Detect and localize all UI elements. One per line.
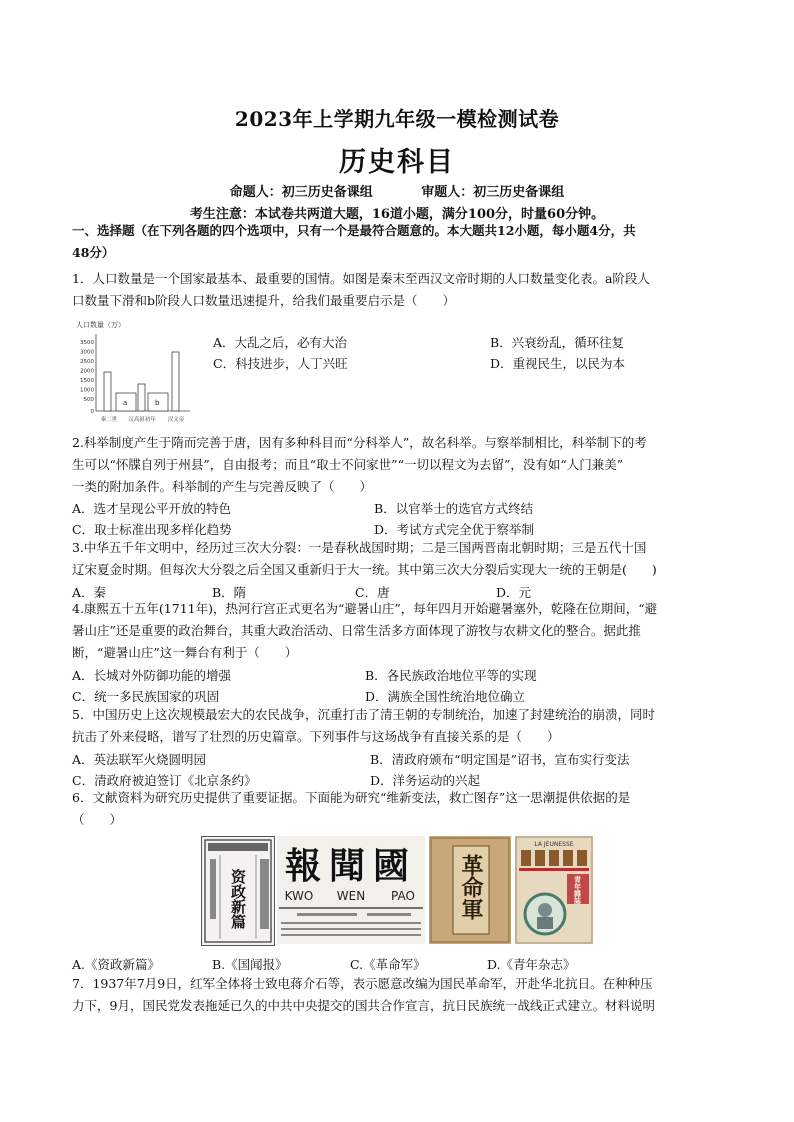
q4-option-a: A．长城对外防御功能的增强 [72, 668, 232, 683]
ytick: 3500 [80, 340, 94, 346]
question-2-stem: 2.科举制度产生于隋而完善于唐，因有多种科目而“分科举人”，故名科举。与察举制相比，科举制下的考 生可以“怀牒自列于州县”，自由报考；而且“取士不问家世”“一切以程文为去留”，没有如“人门兼美” 一类的附加条件。科举制的产生与完善反映了（ ） [72, 435, 647, 494]
q1-option-c: C．科技进步，人丁兴旺 [213, 356, 348, 371]
q5-option-b: B．清政府颁布“明定国是”诏书，宣布实行变法 [370, 752, 630, 767]
question-3-stem: 3.中华五千年文明中，经历过三次大分裂：一是春秋战国时期；二是三国两晋南北朝时期；三是五代十国 辽宋夏金时期。但每次大分裂之后全国又重新归于大一统。其中第三次大分裂后实现大一统的王朝是( ) [72, 540, 657, 577]
q1-option-d: D．重视民生，以民为本 [490, 356, 626, 371]
image-geming-jun [429, 836, 511, 944]
q3-option-b: B．隋 [212, 585, 247, 600]
bar [138, 384, 145, 411]
q4-option-c: C．统一多民族国家的巩固 [72, 689, 220, 704]
image-guowen-bao [277, 836, 425, 944]
q3-option-a: A．秦 [72, 585, 107, 600]
section1-heading: 一、选择题（在下列各题的四个选项中，只有一个是最符合题意的。本大题共12小题，每小题4分，共 48分） [72, 223, 636, 260]
q1-population-chart [72, 318, 212, 436]
q5-option-a: A．英法联军火烧圆明园 [72, 752, 207, 767]
q6-option-c: C.《革命军》 [350, 957, 426, 972]
guowen-title: 報聞國 [284, 845, 418, 887]
ytick: 500 [83, 397, 94, 403]
jeunesse-header: LA JEUNESSE [534, 841, 574, 848]
exam-subject: 历史科目 [339, 147, 455, 178]
ytick: 3000 [80, 349, 94, 356]
zizheng-title: 资政新篇 [229, 869, 247, 929]
q4-option-b: B．各民族政治地位平等的实现 [365, 668, 537, 683]
ytick: 2000 [80, 368, 94, 375]
question-1-stem: 1．人口数量是一个国家最基本、最重要的国情。如图是秦末至西汉文帝时期的人口数量变化表。a阶段人 口数量下滑和b阶段人口数量迅速提升，给我们最重要启示是（ ） [72, 271, 650, 308]
question-6-stem: 6．文献资料为研究历史提供了重要证据。下面能为研究“维新变法，救亡图存”这一思潮提供依据的是 （ ） [72, 790, 631, 827]
q1-option-a: A．大乱之后，必有大治 [213, 335, 348, 350]
question-7-stem: 7．1937年7月9日，红军全体将士致电蒋介石等，表示愿意改编为国民革命军，开赴华北抗日。在种种压 力下，9月，国民党发表拖延已久的中共中央提交的国共合作宣言，抗日民族统一战线正式建立。材料说明 [72, 976, 655, 1013]
ytick: 0 [90, 409, 94, 415]
question-4-stem: 4.康熙五十五年(1711年)，热河行宫正式更名为“避暑山庄”，每年四月开始避暑塞外，乾隆在位期间，“避 暑山庄”还是重要的政治舞台，其重大政治活动、日常生活多方面体现了游牧与农耕文化的整合。据此推 断，“避暑山庄”这一舞台有利于（ ） [72, 601, 658, 660]
chart-yticks [80, 340, 95, 415]
q2-option-d: D．考试方式完全优于察举制 [374, 522, 535, 537]
bar-label-b: b [155, 399, 160, 407]
ytick: 2500 [80, 359, 94, 365]
image-zizheng-xinpian [201, 836, 275, 946]
q1-option-b: B．兴衰纷乱，循环往复 [490, 335, 625, 350]
roman-kwo: KWO [284, 889, 314, 903]
qingnian-title: 青年雜誌 [573, 876, 583, 904]
roman-wen: WEN [336, 889, 366, 903]
q6-option-d: D.《青年杂志》 [487, 957, 576, 972]
geming-title: 革命軍 [458, 854, 484, 920]
q6-option-a: A.《资政新篇》 [72, 957, 161, 972]
q5-option-d: D．洋务运动的兴起 [370, 773, 481, 788]
q3-option-d: D．元 [496, 585, 532, 600]
xlabel: 秦二世 [100, 417, 118, 423]
bar-label-a: a [123, 399, 128, 407]
exam-title: 2023年上学期九年级一模检测试卷 [234, 107, 560, 131]
ytick: 1000 [80, 387, 94, 394]
q2-option-a: A．选才呈现公平开放的特色 [72, 501, 232, 516]
xlabel: 汉高祖初年 [128, 417, 156, 423]
chart-ylabel: 人口数量（万） [76, 321, 125, 329]
q2-option-c: C．取士标准出现多样化趋势 [72, 522, 232, 537]
q4-option-d: D．满族全国性统治地位确立 [365, 689, 526, 704]
q5-option-c: C．清政府被迫签订《北京条约》 [72, 773, 257, 788]
q6-option-b: B.《国闻报》 [212, 957, 288, 972]
setter: 命题人：初三历史备课组 [229, 185, 373, 200]
bar [172, 352, 179, 411]
exam-notice: 考生注意：本试卷共两道大题，16道小题，满分100分，时量60分钟。 [189, 207, 605, 222]
image-qingnian-zazhi [515, 836, 593, 944]
ytick: 1500 [80, 378, 94, 384]
reviewer: 审题人：初三历史备课组 [421, 185, 565, 200]
q2-option-b: B．以官举士的选官方式终结 [374, 501, 534, 516]
q3-option-c: C．唐 [355, 585, 390, 600]
roman-pao: PAO [391, 889, 415, 903]
question-5-stem: 5．中国历史上这次规模最宏大的农民战争，沉重打击了清王朝的专制统治，加速了封建统治的崩溃，同时 抗击了外来侵略，谱写了壮烈的历史篇章。下列事件与这场战争有直接关系的是（ ） [72, 707, 655, 744]
author-line [0, 181, 794, 200]
bar [104, 372, 111, 411]
xlabel: 汉文帝 [167, 417, 185, 423]
